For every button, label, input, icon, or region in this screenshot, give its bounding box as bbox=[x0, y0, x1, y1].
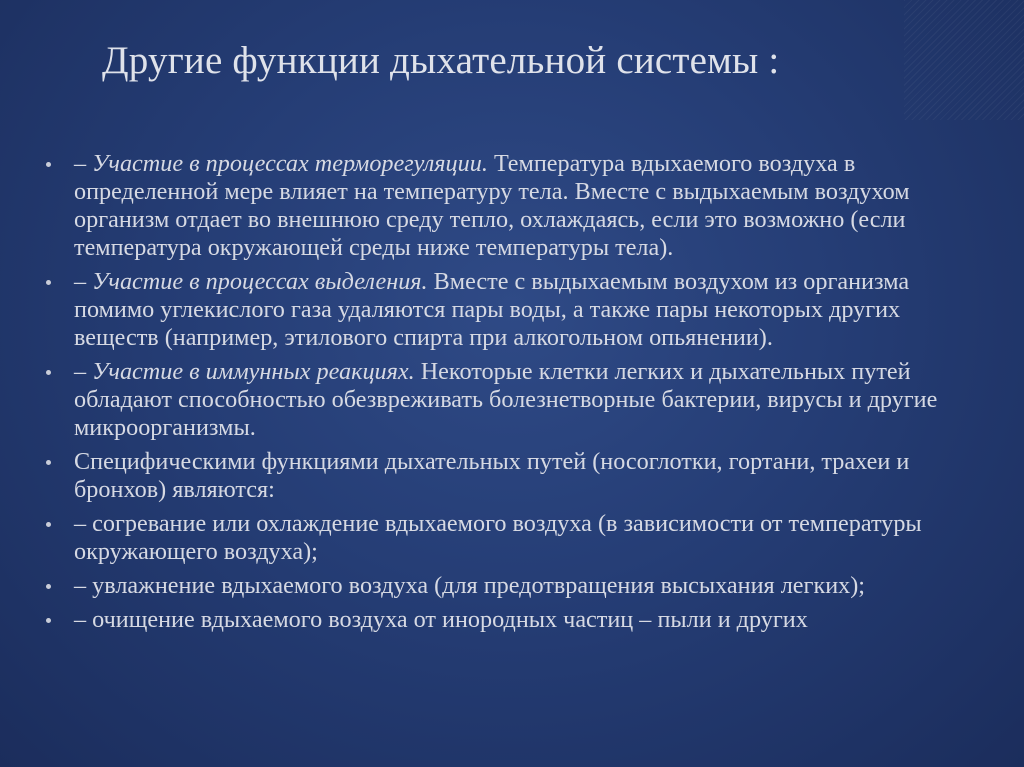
bullet-dot-icon bbox=[46, 162, 51, 167]
bullet-item-specific-functions bbox=[46, 448, 966, 504]
corner-texture bbox=[904, 0, 1024, 120]
bullet-lead: – Участие в иммунных реакциях. bbox=[74, 358, 415, 385]
bullet-text: Вместе с выдыхаемым воздухом из организма помимо углекислого газа удаляются пары воды, а также пары некоторых других веществ (например, этилового спирта при алкогольном опьянении). bbox=[74, 268, 910, 351]
bullet-item-cleaning bbox=[46, 606, 966, 634]
bullet-text: – увлажнение вдыхаемого воздуха (для предотвращения высыхания легких); bbox=[74, 572, 866, 599]
bullet-text: Специфическими функциями дыхательных путей (носоглотки, гортани, трахеи и бронхов) являются: bbox=[74, 448, 910, 503]
bullet-lead: – Участие в процессах выделения. bbox=[74, 268, 428, 295]
bullet-dot-icon bbox=[46, 280, 51, 285]
bullet-dot-icon bbox=[46, 584, 51, 589]
bullet-item-humidifying bbox=[46, 572, 966, 600]
bullet-text: Некоторые клетки легких и дыхательных путей обладают способностью обезвреживать болезнетворные бактерии, вирусы и другие микроорганизмы. bbox=[74, 358, 938, 441]
bullet-dot-icon bbox=[46, 618, 51, 623]
bullet-dot-icon bbox=[46, 460, 51, 465]
bullet-dot-icon bbox=[46, 370, 51, 375]
bullet-item-warming bbox=[46, 510, 966, 566]
bullet-list bbox=[46, 150, 966, 640]
bullet-text: – очищение вдыхаемого воздуха от инородных частиц – пыли и других bbox=[74, 606, 808, 633]
bullet-item-thermoregulation bbox=[46, 150, 966, 262]
slide-title: Другие функции дыхательной системы : bbox=[102, 39, 780, 82]
bullet-item-immune bbox=[46, 358, 966, 442]
bullet-item-excretion bbox=[46, 268, 966, 352]
bullet-lead: – Участие в процессах терморегуляции. bbox=[74, 150, 488, 177]
bullet-text: – согревание или охлаждение вдыхаемого воздуха (в зависимости от температуры окружающего воздуха); bbox=[74, 510, 922, 565]
bullet-dot-icon bbox=[46, 522, 51, 527]
bullet-text: Температура вдыхаемого воздуха в определенной мере влияет на температуру тела. Вместе с выдыхаемым воздухом организм отдает во внешнюю среду тепло, охлаждаясь, если это возможно (если температура окружающей среды ниже температуры тела). bbox=[74, 150, 910, 261]
